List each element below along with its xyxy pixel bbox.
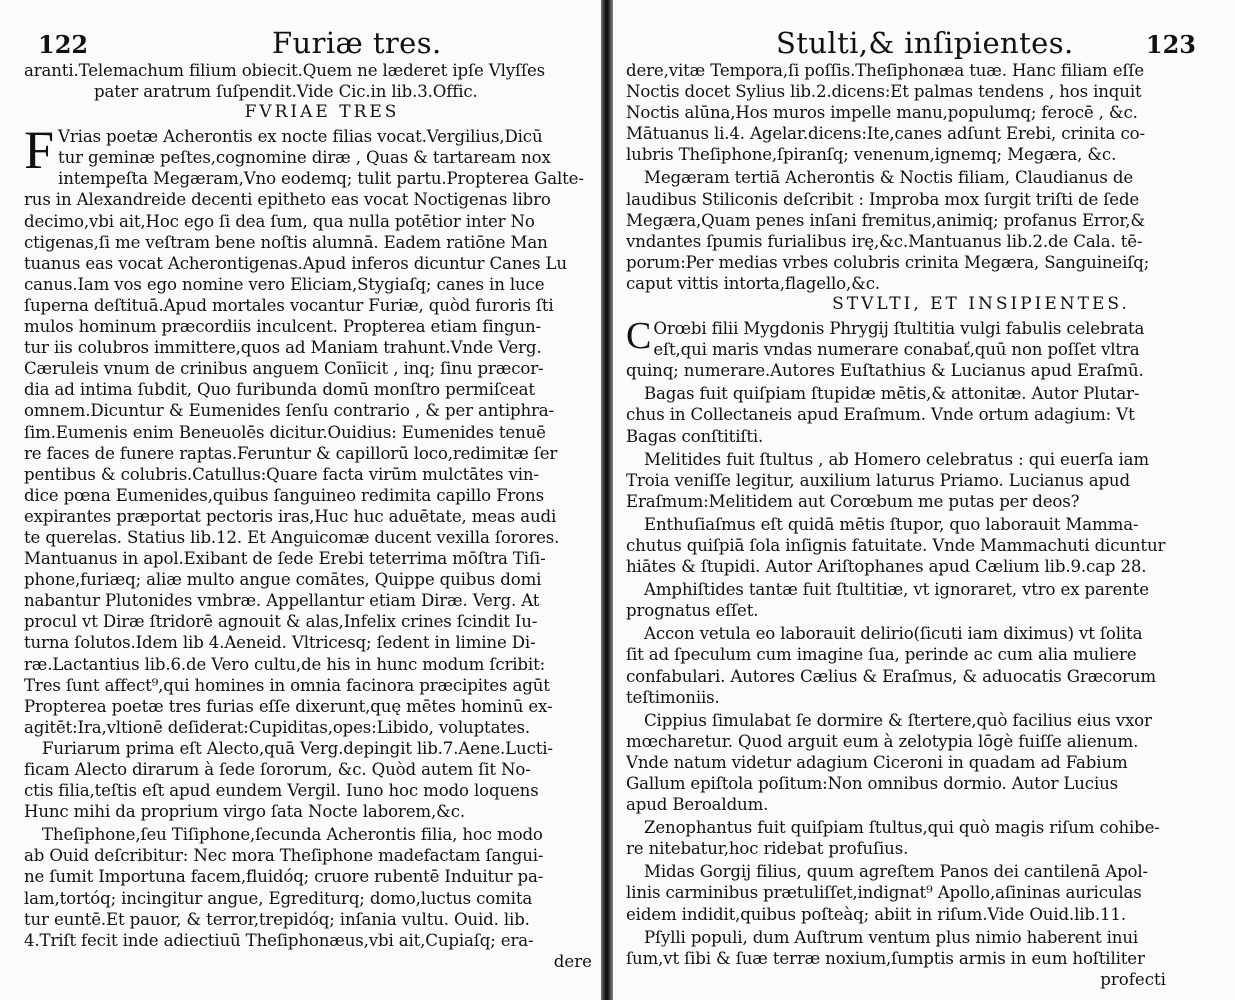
text-line: te querelas. Statius lib.12. Et Anguicomæ ducent vexilla ſorores. bbox=[24, 527, 560, 547]
text-line: Troia veniſſe legitur, auxilium laturus Priamo. Lucianus apud bbox=[626, 470, 1130, 490]
page-number: 123 bbox=[1145, 30, 1196, 59]
text-line: mulos hominum præcordiis inculcent. Propterea etiam fingun- bbox=[24, 317, 542, 337]
text-line: ſuperna deſtituā.Apud mortales vocantur Furiæ, quòd furoris ſti bbox=[24, 295, 554, 315]
book-gutter bbox=[601, 0, 613, 1000]
catchword: profecti bbox=[1100, 969, 1166, 989]
section-heading: STVLTI, ET INSIPIENTES. bbox=[832, 294, 1130, 315]
entry-enthusiasmus bbox=[626, 514, 1206, 577]
text-line: Bagas conſtitiſti. bbox=[626, 426, 764, 446]
text-line: intempeſta Megæram,Vno eodemq; tulit partu.Propterea Galte- bbox=[58, 169, 584, 189]
text-line: omnem.Dicuntur & Eumenides ſenſu contrario , & per antiphra- bbox=[24, 401, 554, 421]
text-line: ſum,vt ſibi & ſuæ terræ noxium,ſumptis armis in eum hoſtiliter bbox=[626, 948, 1145, 968]
text-line: chutus quiſpiā ſola inſignis fatuitate. Vnde Mammachuti dicuntur bbox=[626, 535, 1166, 555]
entry-zenophantus bbox=[626, 817, 1206, 859]
entry-accon bbox=[626, 623, 1206, 707]
text-line: ab Ouid deſcribitur: Nec mora Theſiphone madefactam ſangui- bbox=[24, 846, 544, 866]
text-line: ne ſumit Importuna facem,fluidóq; cruore rubentē Induitur pa- bbox=[24, 867, 544, 887]
text-line: lubris Theſiphone,ſpiranſq; venenum,ignemq; Megæra, &c. bbox=[626, 145, 1117, 165]
text-line: decimo,vbi ait,Hoc ego ſi dea ſum, qua nulla potētior inter No bbox=[24, 211, 535, 231]
text-line: Theſiphone,ſeu Tiſiphone,ſecunda Acherontis filia, hoc modo bbox=[42, 825, 543, 845]
text-line: tur iis colubros immittere,quos ad Maniam trahunt.Vnde Verg. bbox=[24, 338, 542, 358]
text-line: ficam Alecto dirarum à ſede ſororum, &c. Quòd autem ſit No- bbox=[24, 760, 531, 779]
entry-midas bbox=[626, 861, 1206, 924]
text-line: ctis filia,teſtis eſt apud eundem Vergil. Iuno hoc modo loquens bbox=[24, 781, 539, 801]
section-heading: FVRIAE TRES bbox=[244, 102, 400, 123]
text-line: ræ.Lactantius lib.6.de Vero cultu,de his in hunc modum ſcribit: bbox=[24, 654, 546, 674]
left-page bbox=[24, 14, 598, 994]
right-page-header bbox=[626, 14, 1206, 60]
text-line: lam,tortóq; incingitur angue, Egrediturq; domo,luctus comita bbox=[24, 888, 533, 908]
text-line: tur geminæ peſtes,cognomine diræ , Quas & tartaream nox bbox=[58, 148, 551, 168]
text-line: Tres ſunt affect⁹,qui homines in omnia facinora præcipites agūt bbox=[24, 675, 550, 695]
furiae-paragraph bbox=[24, 120, 598, 951]
text-line: Midas Gorgij filius, quum agreſtem Panos dei cantilenā Apol- bbox=[644, 862, 1149, 882]
text-line: caput vittis intorta,flagello,&c. bbox=[626, 273, 881, 293]
entry-amphistides bbox=[626, 579, 1206, 621]
text-line: Furiarum prima eſt Alecto,quā Verg.depingit lib.7.Aene.Lucti- bbox=[42, 738, 553, 758]
text-line: procul vt Diræ ſtridorē agnouit & alas,Infelix crines ſcindit Iu- bbox=[24, 612, 538, 632]
text-line: Pſylli populi, dum Auſtrum ventum plus nimio haberent inui bbox=[644, 927, 1139, 947]
right-page bbox=[626, 14, 1206, 994]
text-line: Bagas fuit quiſpiam ſtupidæ mētis,& attonitæ. Autor Plutar- bbox=[644, 384, 1140, 404]
text-line: mœcharetur. Quod arguit eum à zelotypia lōgè fuiſſe alienum. bbox=[626, 731, 1139, 751]
text-line: dere,vitæ Tempora,ſi poſſis.Theſiphonæa tuæ. Hanc filiam eſſe bbox=[626, 61, 1145, 80]
text-line: dia ad intima ſubdit, Quo furibunda domū monſtro permiſceat bbox=[24, 380, 535, 400]
text-line: re faces de funere raptas.Feruntur & capillorū loco,redimitæ ſer bbox=[24, 443, 558, 463]
text-line: teſtimoniis. bbox=[626, 687, 720, 707]
text-line: Megæra,Quam penes inſani fremitus,animiq; profanus Error,& bbox=[626, 210, 1146, 230]
text-line: eidem indidit,quibus poſteàq; abiit in riſum.Vide Ouid.lib.11. bbox=[626, 904, 1126, 924]
text-line: Noctis docet Sylius lib.2.dicens:Et palmas tendens , hos inquit bbox=[626, 82, 1142, 102]
text-line: Cippius ſimulabat ſe dormire & ſtertere,quò facilius eius vxor bbox=[644, 710, 1152, 730]
drop-cap: C bbox=[626, 315, 652, 358]
text-line: Amphiſtides tantæ fuit ſtultitiæ, vt ignoraret, vtro ex parente bbox=[644, 580, 1149, 600]
running-title: Furiæ tres. bbox=[272, 26, 442, 60]
left-page-header bbox=[24, 14, 598, 60]
running-title: Stulti,& inſipientes. bbox=[776, 26, 1074, 60]
text-line: ſit ad ſpeculum cum imagine ſua, perinde ac cum alia muliere bbox=[626, 645, 1137, 665]
text-line: Eraſmum:Melitidem aut Corœbum me putas per deos? bbox=[626, 491, 1080, 511]
text-line: re nitebatur,hoc ridebat profuſius. bbox=[626, 839, 909, 859]
text-line: chus in Collectaneis apud Eraſmum. Vnde ortum adagium: Vt bbox=[626, 405, 1135, 425]
text-line: pater aratrum ſuſpendit.Vide Cic.in lib.3.Offic. bbox=[94, 82, 478, 102]
text-line: Mantuanus in apol.Exibant de ſede Erebi teterrima mōſtra Tiſi- bbox=[24, 549, 546, 569]
text-line: Zenophantus fuit quiſpiam ſtultus,qui quò magis riſum cohibe- bbox=[644, 818, 1160, 838]
catchword: dere bbox=[553, 951, 592, 971]
text-line: prognatus eſſet. bbox=[626, 601, 759, 621]
text-line: linis carminibus prætuliſſet,indignat⁹ Apollo,aſininas auriculas bbox=[626, 883, 1142, 903]
text-line: Melitides fuit ſtultus , ab Homero celebratus : qui euerſa iam bbox=[644, 449, 1150, 469]
page-number: 122 bbox=[38, 30, 89, 59]
drop-cap: F bbox=[24, 120, 55, 181]
text-line: apud Beroaldum. bbox=[626, 795, 769, 815]
entry-bagas bbox=[626, 383, 1206, 446]
text-line: hiātes & ſtupidi. Autor Ariſtophanes apud Cælium lib.9.cap 28. bbox=[626, 557, 1147, 577]
text-line: Gallum epiſtola poſitum:Non omnibus dormio. Autor Lucius bbox=[626, 774, 1118, 793]
text-line: aranti.Telemachum filium obiecit.Quem ne læderet ipſe Vlyſſes bbox=[24, 61, 545, 80]
text-line: 4.Triſt fecit inde adiectiuū Theſiphonæus,vbi ait,Cupiaſq; era- bbox=[24, 930, 534, 950]
text-line: Vnde natum videtur adagium Ciceroni in quadam ad Fabium bbox=[626, 752, 1128, 772]
text-line: Mātuanus li.4. Agelar.dicens:Ite,canes adſunt Erebi, crinita co- bbox=[626, 124, 1145, 144]
entry-psylli bbox=[626, 927, 1206, 969]
text-line: rus in Alexandreide decenti epitheto eas vocat Noctigenas libro bbox=[24, 190, 551, 210]
text-line: dice pœna Eumenides,quibus ſanguineo redimita capillo Frons bbox=[24, 485, 544, 505]
text-line: confabulari. Autores Cælius & Eraſmus, & aduocatis Græcorum bbox=[626, 666, 1156, 686]
entry-coroebus bbox=[626, 315, 1206, 381]
text-line: Propterea poetæ tres furias eſſe dixerunt,quę mētes hominū ex- bbox=[24, 696, 553, 716]
entry-melitides bbox=[626, 449, 1206, 512]
text-line: agitēt:Ira,vltionē deſiderat:Cupiditas,opes:Libido, voluptates. bbox=[24, 717, 530, 737]
text-line: Cæruleis vnum de crinibus anguem Conīicit , inq; ſinu præcor- bbox=[24, 359, 544, 379]
text-line: nabantur Plutonides vmbræ. Appellantur etiam Diræ. Verg. At bbox=[24, 591, 540, 611]
text-line: canus.Iam vos ego nomine vero Eliciam,Stygiaſq; canes in luce bbox=[24, 274, 545, 294]
text-line: laudibus Stiliconis deſcribit : Improba mox ſurgit triſti de ſede bbox=[626, 189, 1140, 209]
text-line: Enthuſiaſmus eſt quidā mētis ſtupor, quo laborauit Mamma- bbox=[644, 514, 1139, 534]
text-line: turna ſolutos.Idem lib 4.Aeneid. Vltricesq; ſedent in limine Di- bbox=[24, 633, 536, 653]
text-line: phone,furiæq; aliæ multo angue comātes, Quippe quibus domi bbox=[24, 570, 542, 590]
text-line: Hunc mihi da proprium virgo ſata Nocte laborem,&c. bbox=[24, 802, 465, 822]
text-line: Orœbi filii Mygdonis Phrygij ſtultitia vulgi fabulis celebrata bbox=[653, 319, 1145, 339]
text-line: Vrias poetæ Acherontis ex nocte filias vocat.Vergilius,Dicū bbox=[58, 127, 543, 147]
text-line: tur euntē.Et pauor, & terror,trepidóq; inſania vultu. Ouid. lib. bbox=[24, 909, 530, 929]
text-line: ctigenas,ſi me veſtram bene noſtis alumnā. Eadem ratiōne Man bbox=[24, 232, 548, 252]
text-line: vndantes ſpumis furialibus irę,&c.Mantuanus lib.2.de Cala. tē- bbox=[626, 231, 1143, 251]
text-line: Noctis alūna,Hos muros impelle manu,populumq; ferocē , &c. bbox=[626, 103, 1138, 123]
text-line: ſim.Eumenis enim Beneuolēs dicitur.Ouidius: Eumenides tenuē bbox=[24, 422, 546, 442]
text-line: Megæram tertiā Acherontis & Noctis filiam, Claudianus de bbox=[644, 168, 1134, 188]
text-line: quinq; numerare.Autores Euſtathius & Lucianus apud Eraſmū. bbox=[626, 361, 1144, 381]
text-line: Accon vetula eo laborauit delirio(ſicuti iam diximus) vt ſolita bbox=[644, 624, 1143, 644]
text-line: porum:Per medias vrbes colubris crinita Megæra, Sanguineiſq; bbox=[626, 252, 1150, 272]
text-line: pentibus & colubris.Catullus:Quare facta virūm mulctātes vin- bbox=[24, 464, 539, 484]
entry-cippius bbox=[626, 710, 1206, 815]
text-line: tuanus eas vocat Acherontigenas.Apud inferos dicuntur Canes Lu bbox=[24, 253, 567, 273]
text-line: expirantes præportat pectoris iras,Huc huc aduētate, meas audi bbox=[24, 506, 557, 526]
text-line: eſt,qui maris vndas numerare conabať,quū non poſſet vltra bbox=[653, 340, 1140, 360]
